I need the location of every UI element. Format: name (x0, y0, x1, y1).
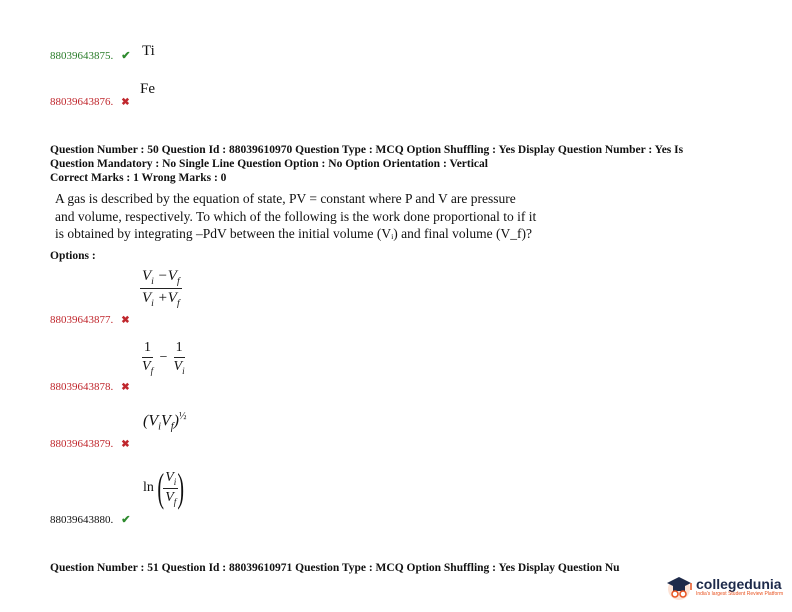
question-meta (50, 143, 750, 185)
option-row (50, 92, 130, 110)
wrong-cross-icon: ✖ (121, 97, 130, 108)
option-id: 88039643878. (50, 381, 114, 393)
option-id: 88039643875. (50, 50, 114, 62)
question-meta-line: Question Number : 50 Question Id : 88039610970 Question Type : MCQ Option Shuffling : Yes Display Question Number : Yes Is (50, 144, 684, 156)
correct-check-icon: ✔ (121, 514, 131, 526)
brand-logo (664, 572, 783, 602)
question-marks: Correct Marks : 1 Wrong Marks : 0 (50, 172, 227, 184)
option-row (50, 377, 130, 395)
question-meta-line: Question Mandatory : No Single Line Question Option : No Option Orientation : Vertical (50, 158, 488, 170)
option-id: 88039643880. (50, 514, 114, 526)
option-id: 88039643879. (50, 438, 114, 450)
brand-name: collegedunia (696, 575, 782, 592)
graduation-cap-icon (664, 572, 694, 602)
option-formula-3: $(V_iV_f)^{\frac{1}{2}}$ (143, 411, 187, 433)
brand-tagline: India's largest Student Review Platform (696, 590, 784, 597)
option-text: Ti (142, 43, 155, 59)
wrong-cross-icon: ✖ (121, 315, 130, 326)
question-text-line: is obtained by integrating –PdV between the initial volume (Vᵢ) and final volume (V_f)? (55, 226, 532, 241)
option-formula-4: ln ( $\frac{V_i}{V_f}$ ) (143, 465, 185, 510)
option-row (50, 310, 130, 328)
question-text (55, 190, 615, 243)
option-text: Fe (140, 81, 155, 97)
option-formula-2: $\frac{1}{V_f}$ − $\frac{1}{V_i}$ (142, 340, 185, 376)
question-text-line: and volume, respectively. To which of the following is the work done proportional to if it (55, 208, 537, 224)
option-row (50, 510, 130, 528)
question-text-line: A gas is described by the equation of state, PV = constant where P and V are pressure (55, 191, 516, 206)
option-row (50, 46, 130, 64)
option-id: 88039643876. (50, 96, 114, 108)
wrong-cross-icon: ✖ (121, 382, 130, 393)
options-label: Options : (50, 250, 96, 262)
option-formula-1: $\frac{V_i -V_f}{V_i +V_f}$ (142, 268, 180, 309)
question-meta-line: Question Number : 51 Question Id : 88039610971 Question Type : MCQ Option Shuffling : Yes Display Question Nu (50, 562, 620, 574)
wrong-cross-icon: ✖ (121, 439, 130, 450)
option-row (50, 434, 130, 452)
option-id: 88039643877. (50, 314, 114, 326)
correct-check-icon: ✔ (121, 50, 131, 62)
